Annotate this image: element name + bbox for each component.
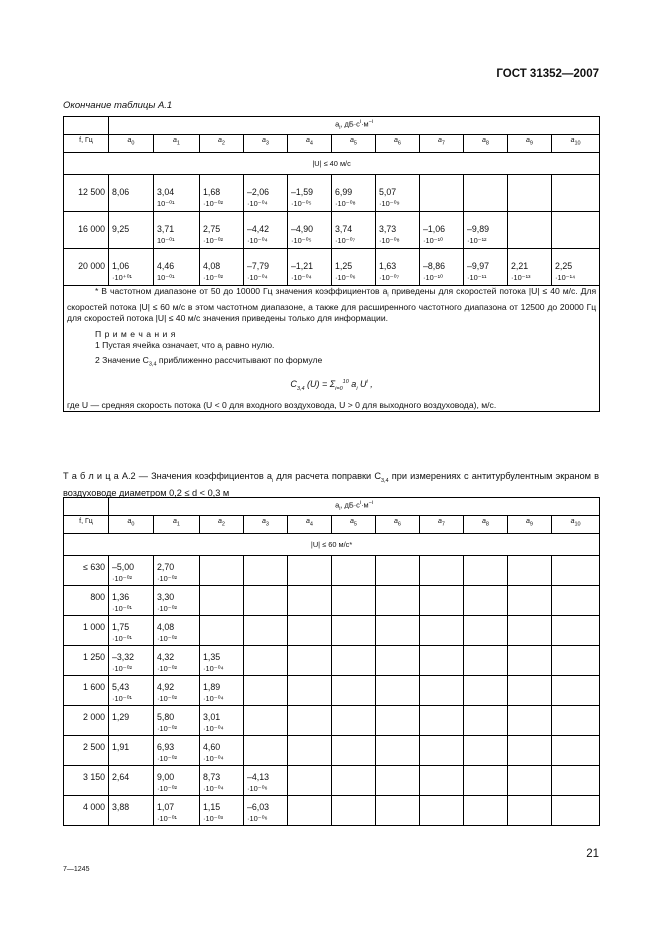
where-line: где U — средняя скорость потока (U < 0 для входного воздуховода, U > 0 для выходного воздуховода), м/с. (67, 399, 497, 410)
coef-cell (552, 586, 600, 616)
coef-cell (332, 766, 376, 796)
coef-cell: 5,43 ·10⁻⁰¹ (109, 676, 154, 706)
coef-cell: 1,29 (109, 706, 154, 736)
coef-cell (420, 706, 464, 736)
note-1: 1 Пустая ячейка означает, что $a_i$ равно нулю. (95, 339, 275, 353)
coef-cell: –4,90 ·10⁻⁰⁵ (288, 212, 332, 249)
table-a1-end (63, 116, 600, 412)
coef-cell (376, 796, 420, 826)
coef-cell: 1,07 ·10⁻⁰¹ (154, 796, 200, 826)
page-number: 21 (586, 848, 599, 860)
coef-cell (244, 736, 288, 766)
table-row (64, 556, 600, 586)
column-header-11: $a_{10}$ (552, 516, 600, 534)
coef-cell (244, 706, 288, 736)
coef-cell (288, 706, 332, 736)
coef-cell (332, 676, 376, 706)
coef-cell (508, 676, 552, 706)
coef-cell (464, 556, 508, 586)
coef-cell (200, 556, 244, 586)
coef-cell (464, 676, 508, 706)
coef-cell (200, 586, 244, 616)
coef-cell: 3,88 (109, 796, 154, 826)
column-header-3: $a_2$ (200, 516, 244, 534)
coef-cell: 2,70 ·10⁻⁰² (154, 556, 200, 586)
notes-title: П р и м е ч а н и я (95, 328, 176, 339)
freq-cell: 20 000 (64, 249, 109, 286)
coef-cell: 3,01 ·10⁻⁰⁴ (200, 706, 244, 736)
table-row (64, 736, 600, 766)
coef-cell (332, 616, 376, 646)
coef-cell: 5,07 ·10⁻⁰⁹ (376, 175, 420, 212)
coef-cell (420, 736, 464, 766)
coef-cell (420, 175, 464, 212)
freq-cell: 1 600 (64, 676, 109, 706)
coef-cell (332, 646, 376, 676)
coef-cell (244, 586, 288, 616)
table-row (64, 766, 600, 796)
coef-cell (508, 556, 552, 586)
freq-cell: 1 000 (64, 616, 109, 646)
coef-cell: 4,08 ·10⁻⁰² (154, 616, 200, 646)
coef-cell (464, 646, 508, 676)
coef-cell (552, 212, 600, 249)
coef-cell (288, 616, 332, 646)
coef-cell (552, 556, 600, 586)
column-header-8: $a_7$ (420, 135, 464, 153)
column-header-1: $a_0$ (109, 135, 154, 153)
coef-cell (376, 646, 420, 676)
column-header-0: f, Гц (64, 135, 109, 153)
freq-cell: 12 500 (64, 175, 109, 212)
coef-cell: 2,21 ·10⁻¹³ (508, 249, 552, 286)
freq-cell: ≤ 630 (64, 556, 109, 586)
freq-cell: 2 500 (64, 736, 109, 766)
column-header-0: f, Гц (64, 516, 109, 534)
coef-cell: –9,97 ·10⁻¹¹ (464, 249, 508, 286)
coef-cell: 1,91 (109, 736, 154, 766)
coef-cell: –4,13 ·10⁻⁰⁶ (244, 766, 288, 796)
condition-row: |U| ≤ 60 м/с* (64, 534, 600, 556)
coef-cell (420, 646, 464, 676)
coef-cell: 1,15 ·10⁻⁰³ (200, 796, 244, 826)
coef-cell: 1,06 ·10⁺⁰¹ (109, 249, 154, 286)
coef-cell: 2,75 ·10⁻⁰² (200, 212, 244, 249)
coef-cell: 6,99 ·10⁻⁰⁸ (332, 175, 376, 212)
coef-cell: 4,92 ·10⁻⁰² (154, 676, 200, 706)
coef-cell (332, 796, 376, 826)
coef-cell (376, 766, 420, 796)
coef-cell: 6,93 ·10⁻⁰² (154, 736, 200, 766)
coef-cell: 3,74 ·10⁻⁰⁷ (332, 212, 376, 249)
coef-cell: –8,86 ·10⁻¹⁰ (420, 249, 464, 286)
coef-cell (552, 736, 600, 766)
coef-cell (420, 616, 464, 646)
coef-cell: –2,06 ·10⁻⁰⁴ (244, 175, 288, 212)
coef-cell (508, 616, 552, 646)
coef-cell: –9,89 ·10⁻¹² (464, 212, 508, 249)
coef-cell (464, 796, 508, 826)
column-header-11: $a_{10}$ (552, 135, 600, 153)
freq-cell: 1 250 (64, 646, 109, 676)
coef-cell (420, 796, 464, 826)
table-row (64, 212, 600, 249)
table2-caption: Т а б л и ц а А.2 — Значения коэффициентов $a_i$ для расчета поправки $C_{3,4}$ при измерениях с антитурбулентным экраном в воздуховоде диаметром 0,2 ≤ d < 0,3 м (63, 471, 600, 498)
table-row (64, 676, 600, 706)
coef-cell (288, 736, 332, 766)
coef-cell (420, 766, 464, 796)
freq-cell: 2 000 (64, 706, 109, 736)
coef-cell: 4,08 ·10⁻⁰² (200, 249, 244, 286)
column-header-7: $a_6$ (376, 135, 420, 153)
column-header-3: $a_2$ (200, 135, 244, 153)
coef-cell (376, 736, 420, 766)
coef-cell (464, 586, 508, 616)
coef-cell: 5,80 ·10⁻⁰² (154, 706, 200, 736)
coef-cell: 8,06 (109, 175, 154, 212)
formula: $C_{3,4}$ $(U) = \Sigma_{i=0}^{10}$ $a_i$ $U^i$ , (290, 379, 373, 392)
column-header-4: $a_3$ (244, 516, 288, 534)
coef-cell (464, 175, 508, 212)
coef-cell (244, 556, 288, 586)
coef-cell (376, 586, 420, 616)
coef-cell: 1,35 ·10⁻⁰⁴ (200, 646, 244, 676)
coef-cell: –6,03 ·10⁻⁰⁶ (244, 796, 288, 826)
table1-caption: Окончание таблицы А.1 (63, 100, 173, 111)
coef-cell: 2,64 (109, 766, 154, 796)
column-header-9: $a_8$ (464, 135, 508, 153)
coef-cell: 1,25 ·10⁻⁰⁶ (332, 249, 376, 286)
column-header-4: $a_3$ (244, 135, 288, 153)
coef-cell (508, 175, 552, 212)
coef-cell (552, 175, 600, 212)
coef-cell (288, 796, 332, 826)
coef-cell (376, 556, 420, 586)
coef-cell (552, 676, 600, 706)
column-header-10: $a_9$ (508, 135, 552, 153)
coef-cell (508, 706, 552, 736)
coef-cell: –5,00 ·10⁻⁰² (109, 556, 154, 586)
print-code: 7—1245 (63, 866, 90, 873)
coef-cell (332, 556, 376, 586)
coef-cell (288, 586, 332, 616)
coef-cell (288, 646, 332, 676)
table-row (64, 796, 600, 826)
coef-cell (508, 646, 552, 676)
standard-number: ГОСТ 31352—2007 (496, 68, 599, 80)
table-row (64, 646, 600, 676)
coef-cell (244, 616, 288, 646)
coef-cell (200, 616, 244, 646)
column-header-1: $a_0$ (109, 516, 154, 534)
coef-cell: 3,73 ·10⁻⁰⁸ (376, 212, 420, 249)
column-header-row (64, 135, 600, 153)
coef-cell (376, 676, 420, 706)
coef-cell: 8,73 ·10⁻⁰⁴ (200, 766, 244, 796)
column-header-6: $a_5$ (332, 516, 376, 534)
coef-cell: 3,04 10⁻⁰¹ (154, 175, 200, 212)
table-a2 (63, 497, 600, 826)
coef-cell (464, 736, 508, 766)
coef-cell: 1,63 ·10⁻⁰⁷ (376, 249, 420, 286)
table-row (64, 706, 600, 736)
coef-cell: 4,46 10⁻⁰¹ (154, 249, 200, 286)
coef-cell (244, 646, 288, 676)
coef-cell (464, 616, 508, 646)
coef-cell (508, 736, 552, 766)
coef-cell: 2,25 ·10⁻¹⁴ (552, 249, 600, 286)
coef-cell (420, 586, 464, 616)
coef-cell: 1,68 ·10⁻⁰² (200, 175, 244, 212)
coef-cell (508, 212, 552, 249)
coef-cell (508, 796, 552, 826)
condition-row: |U| ≤ 40 м/с (64, 153, 600, 175)
header-corner (64, 498, 109, 516)
coef-cell (420, 676, 464, 706)
footnote: * В частотном диапазоне от 50 до 10000 Гц значения коэффициентов $a_i$ приведены для скоростей потока |U| ≤ 40 м/с. Для скоростей потока |U| ≤ 60 м/с в этом частотном диапазоне, а также для расширенного частотного диапазона от 12500 до 20000 Гц для скоростей потока |U| ≤ 40 м/с значения приведены только для информации. (67, 286, 597, 323)
coef-cell: 1,36 ·10⁻⁰¹ (109, 586, 154, 616)
coef-cell: 1,75 ·10⁻⁰¹ (109, 616, 154, 646)
coef-cell (332, 736, 376, 766)
freq-cell: 800 (64, 586, 109, 616)
table-row (64, 616, 600, 646)
coef-cell (288, 676, 332, 706)
table-row (64, 249, 600, 286)
coef-cell (244, 676, 288, 706)
coef-cell: 9,25 (109, 212, 154, 249)
column-header-5: $a_4$ (288, 135, 332, 153)
coef-cell (552, 796, 600, 826)
coef-cell (420, 556, 464, 586)
freq-cell: 16 000 (64, 212, 109, 249)
column-header-row (64, 516, 600, 534)
coef-cell: 4,32 ·10⁻⁰² (154, 646, 200, 676)
coef-cell (332, 586, 376, 616)
notes-cell (64, 286, 600, 412)
column-header-6: $a_5$ (332, 135, 376, 153)
coef-cell: 4,60 ·10⁻⁰⁴ (200, 736, 244, 766)
table-row (64, 586, 600, 616)
note-2: 2 Значение $C_{3,4}$ приближенно рассчитывают по формуле (95, 355, 323, 369)
coef-cell: 3,71 10⁻⁰¹ (154, 212, 200, 249)
coef-cell: –1,21 ·10⁻⁰⁴ (288, 249, 332, 286)
coef-cell (376, 616, 420, 646)
column-header-5: $a_4$ (288, 516, 332, 534)
coef-cell: –4,42 ·10⁻⁰⁴ (244, 212, 288, 249)
coef-cell: –7,79 ·10⁻⁰⁴ (244, 249, 288, 286)
coef-cell (508, 766, 552, 796)
coef-cell (464, 706, 508, 736)
column-header-2: $a_1$ (154, 135, 200, 153)
coef-cell (332, 706, 376, 736)
coef-cell (508, 586, 552, 616)
coef-cell (552, 706, 600, 736)
coef-cell (552, 616, 600, 646)
group-header: $a_i$, $дБ\cdot c^i\cdot м^{-i}$ (109, 117, 600, 135)
coef-cell (288, 556, 332, 586)
group-header: $a_i$, $дБ\cdot c^i\cdot м^{-i}$ (109, 498, 600, 516)
header-corner (64, 117, 109, 135)
coef-cell: 9,00 ·10⁻⁰² (154, 766, 200, 796)
column-header-8: $a_7$ (420, 516, 464, 534)
coef-cell: –1,06 ·10⁻¹⁰ (420, 212, 464, 249)
coef-cell: 3,30 ·10⁻⁰² (154, 586, 200, 616)
coef-cell (376, 706, 420, 736)
freq-cell: 4 000 (64, 796, 109, 826)
coef-cell (552, 766, 600, 796)
coef-cell (464, 766, 508, 796)
column-header-2: $a_1$ (154, 516, 200, 534)
coef-cell: 1,89 ·10⁻⁰⁴ (200, 676, 244, 706)
coef-cell (288, 766, 332, 796)
coef-cell: –3,32 ·10⁻⁰² (109, 646, 154, 676)
coef-cell (552, 646, 600, 676)
column-header-10: $a_9$ (508, 516, 552, 534)
freq-cell: 3 150 (64, 766, 109, 796)
column-header-9: $a_8$ (464, 516, 508, 534)
coef-cell: –1,59 ·10⁻⁰⁵ (288, 175, 332, 212)
column-header-7: $a_6$ (376, 516, 420, 534)
table-row (64, 175, 600, 212)
